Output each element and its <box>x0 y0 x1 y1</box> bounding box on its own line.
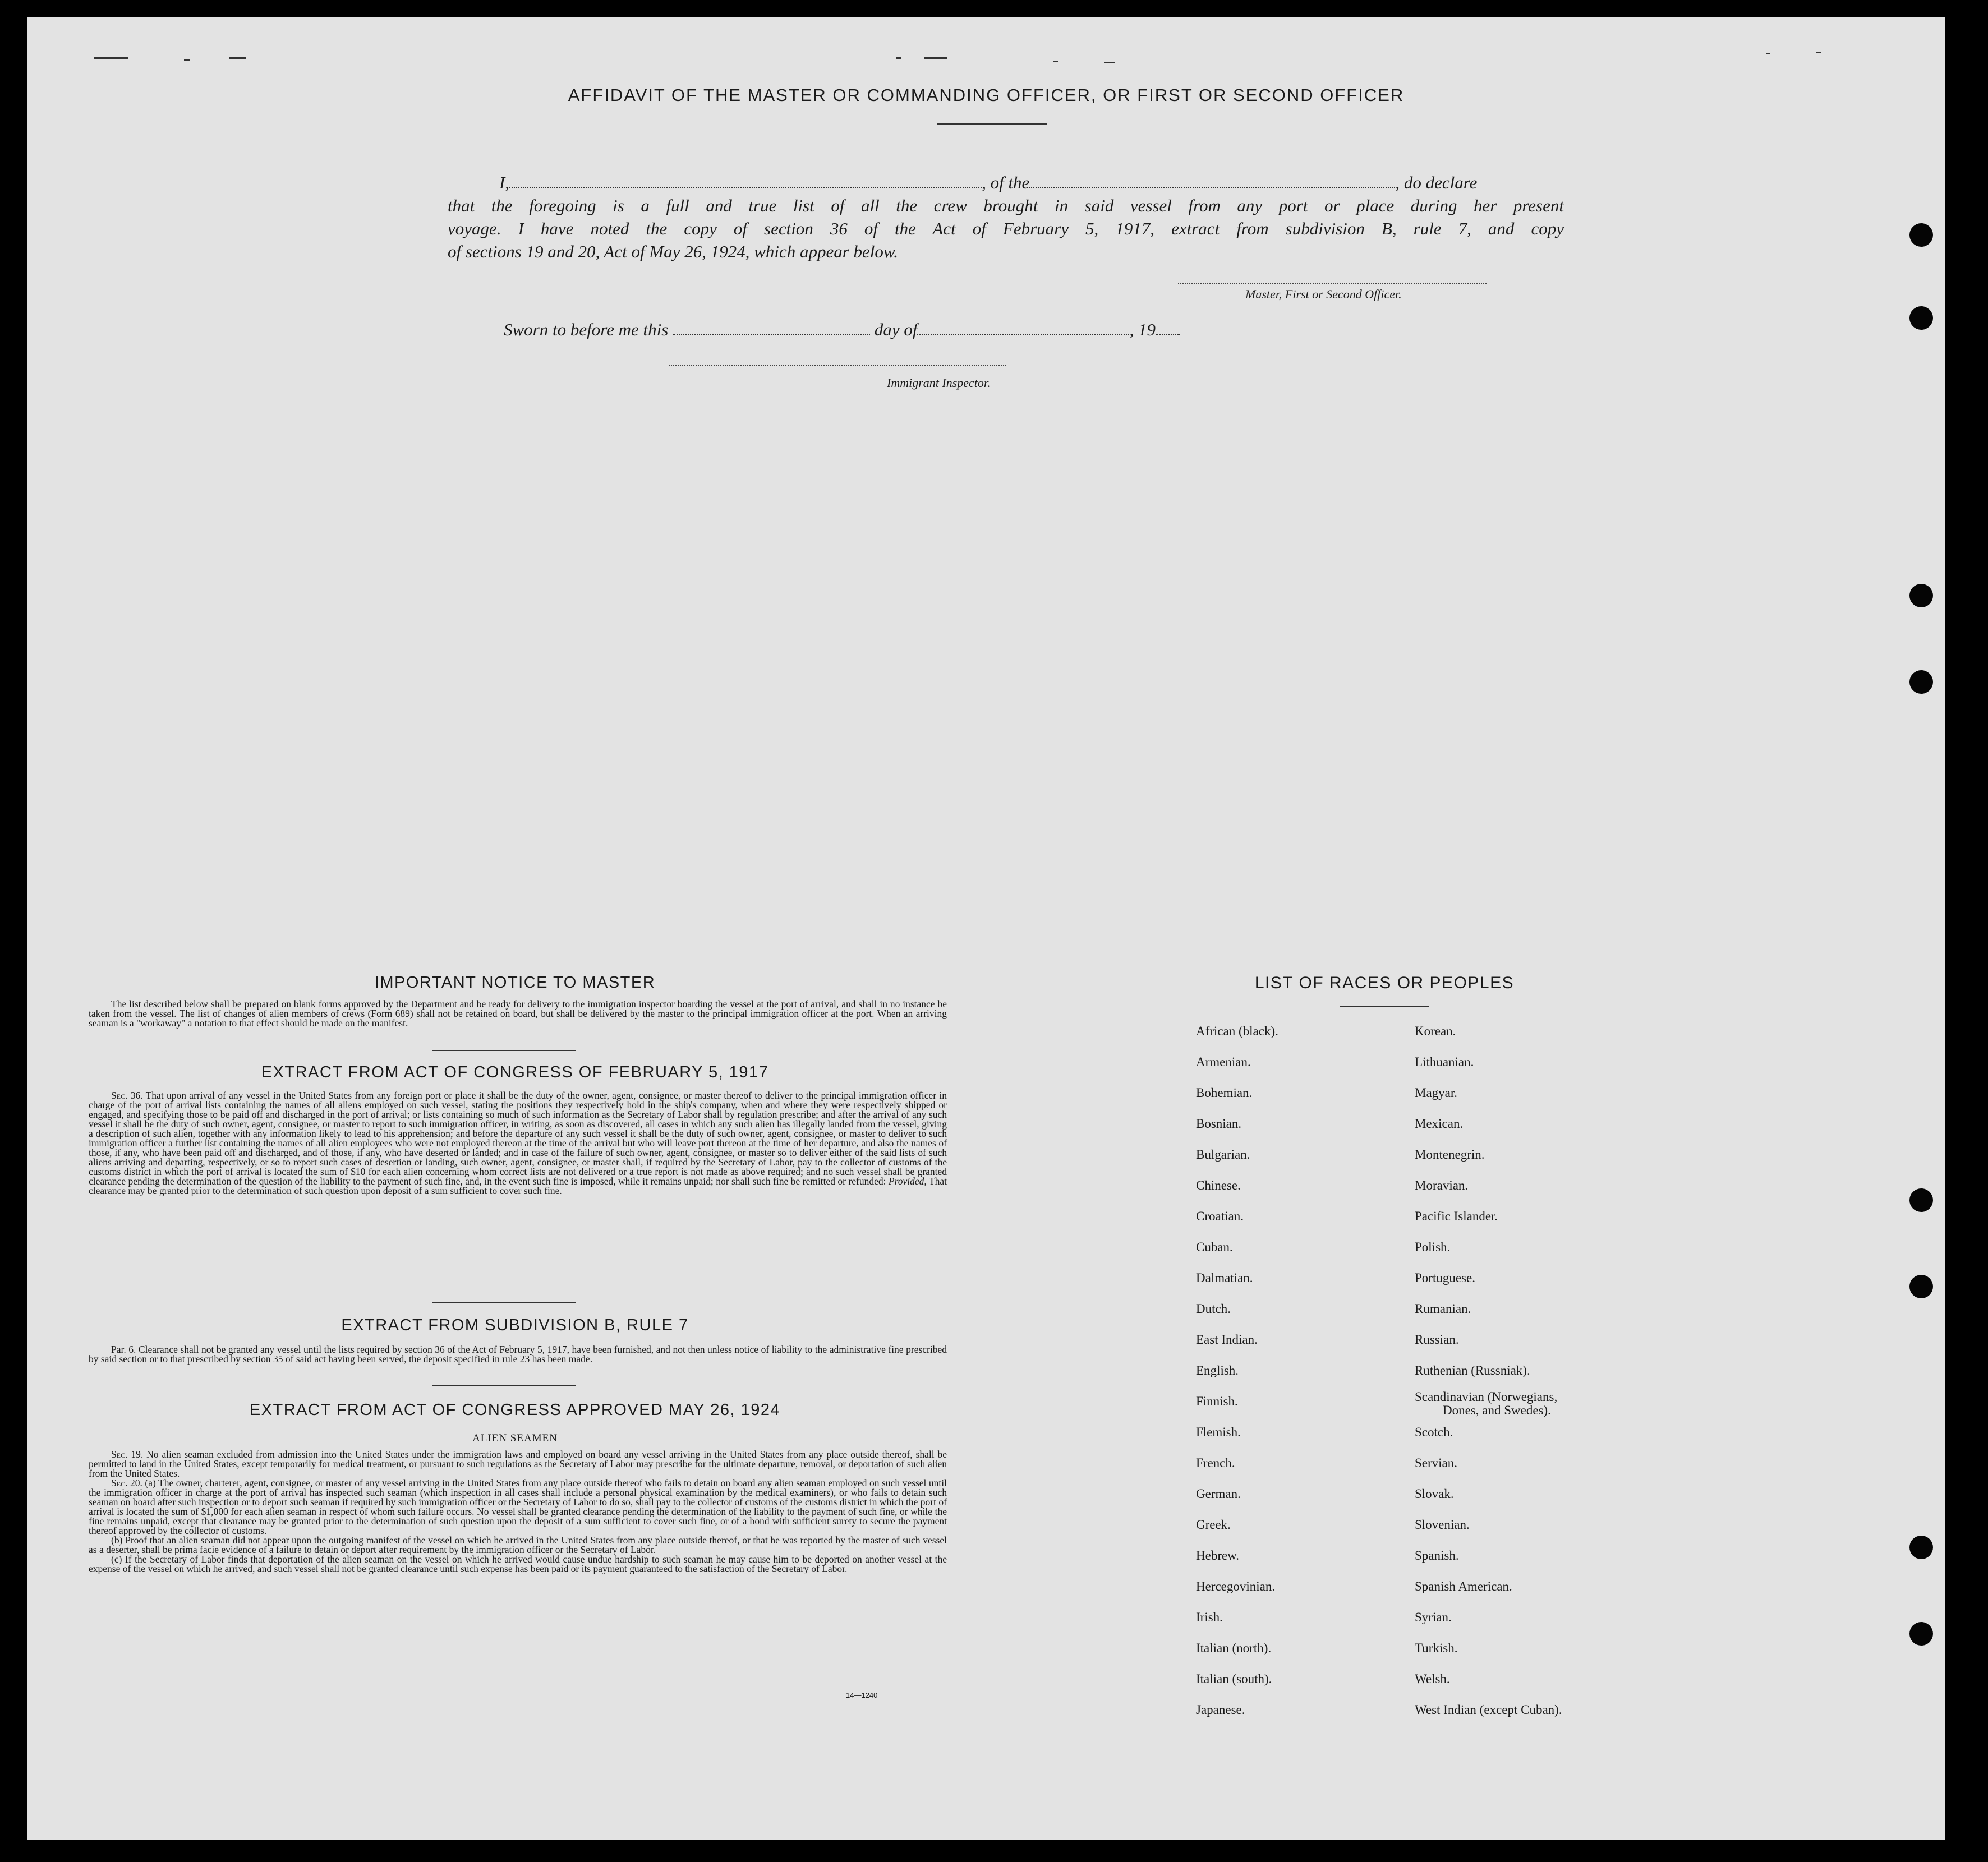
sec-20-label: Sec. 20. <box>111 1477 142 1488</box>
notice-text <box>89 999 947 1028</box>
race-item: Scotch. <box>1415 1425 1453 1439</box>
binder-hole <box>1909 584 1933 607</box>
binder-hole <box>1909 1622 1933 1646</box>
affidavit-of-the: , of the <box>982 173 1030 192</box>
race-item: Dones, and Swedes). <box>1443 1403 1551 1417</box>
sec-20a-text: (a) The owner, charterer, agent, consignee, or master of any vessel arriving in the United States from any place outside thereof who fails to detain on board any alien seaman employed on such vessel until the immigration officer in charge at the port of arrival has inspected such seaman (which inspection in all cases shall include a personal physical examination by the medical examiners), or who fails to detain such seaman on board after such inspection or to deport such seaman if required by such immigration officer or the Secretary of Labor to do so, shall pay to the collector of customs of the customs district in which the port of arrival is located the sum of $1,000 for each alien seaman in respect of whom such failure occurs. No vessel shall be granted clearance pending the determination of the liability to the payment of such fine, or while the fine remains unpaid, except that clearance may be granted prior to the determination of such question upon the deposit of a sum sufficient to cover such fine, or of a bond with sufficient surety to secure the payment thereof approved by the collector of customs. <box>89 1477 947 1536</box>
race-item: Chinese. <box>1196 1178 1241 1192</box>
vessel-blank[interactable] <box>1029 174 1395 188</box>
binder-hole <box>1909 1188 1933 1212</box>
sworn-line <box>504 320 1180 340</box>
binder-hole <box>1909 306 1933 330</box>
race-item: Syrian. <box>1415 1610 1452 1624</box>
affidavit-i: I, <box>499 173 510 192</box>
race-item: Turkish. <box>1415 1641 1458 1655</box>
race-item: Rumanian. <box>1415 1302 1471 1316</box>
race-item: Mexican. <box>1415 1117 1464 1131</box>
sworn-month-blank[interactable] <box>917 321 1129 335</box>
binder-hole <box>1909 1536 1933 1559</box>
race-item: Bulgarian. <box>1196 1147 1250 1162</box>
notice-title: IMPORTANT NOTICE TO MASTER <box>374 974 656 992</box>
scan-speck <box>184 59 190 61</box>
race-item: Montenegrin. <box>1415 1147 1485 1162</box>
document-page <box>27 17 1945 1840</box>
race-item: Bosnian. <box>1196 1117 1242 1131</box>
race-item: Slovak. <box>1415 1487 1454 1501</box>
binder-hole <box>1909 670 1933 694</box>
race-item: Servian. <box>1415 1456 1458 1470</box>
race-item: Greek. <box>1196 1518 1231 1532</box>
sworn-label: Sworn to before me this <box>504 320 669 339</box>
scan-speck <box>924 57 947 59</box>
extract-1924-title: EXTRACT FROM ACT OF CONGRESS APPROVED MAY 26, 1924 <box>249 1401 781 1419</box>
sec-20b-text: (b) Proof that an alien seaman did not appear upon the outgoing manifest of the vessel on which he arrived in the United States from any place outside thereof, or that he was reported by the master of such vessel as a deserter, shall be prima facie evidence of a failure to detain or deport after requirement by the immigration officer or the Secretary of Labor. <box>89 1534 947 1555</box>
binder-hole <box>1909 223 1933 247</box>
inspector-signature-line[interactable] <box>669 365 1006 366</box>
section-divider <box>432 1385 576 1386</box>
sworn-year-blank[interactable] <box>1156 321 1180 335</box>
master-signature-caption: Master, First or Second Officer. <box>1245 287 1402 301</box>
race-item: Slovenian. <box>1415 1518 1470 1532</box>
sec-36-proviso: That clearance may be granted prior to the determination of such question upon deposit of a sum sufficient to cover such fine. <box>89 1176 947 1196</box>
scan-speck <box>1816 52 1821 53</box>
affidavit-line-2: that the foregoing is a full and true list of all the crew brought in said vessel from any port or place during her present <box>448 196 1564 215</box>
affidavit-do-declare: , do declare <box>1395 173 1478 192</box>
inspector-caption: Immigrant Inspector. <box>887 376 991 390</box>
sec-19-text: No alien seaman excluded from admission into the United States under the immigration laws and employed on board any vessel arriving in the United States from any place outside thereof, shall be permitted to land in the United States, except temporarily for medical treatment, or pursuant to such regulations as the Secretary of Labor may prescribe for the ultimate departure, removal, or deportation of such alien from the United States. <box>89 1449 947 1479</box>
race-item: Croatian. <box>1196 1209 1244 1223</box>
race-item: Flemish. <box>1196 1425 1241 1439</box>
races-title-rule <box>1340 1006 1429 1007</box>
race-item: Welsh. <box>1415 1672 1450 1686</box>
affidavit-title: AFFIDAVIT OF THE MASTER OR COMMANDING OFFICER, OR FIRST OR SECOND OFFICER <box>568 85 1405 105</box>
race-item: Lithuanian. <box>1415 1055 1474 1069</box>
rule7-text <box>89 1345 947 1364</box>
form-number: 14—1240 <box>846 1691 878 1699</box>
sworn-day-blank[interactable] <box>673 321 870 335</box>
race-item: German. <box>1196 1487 1241 1501</box>
race-item: Dutch. <box>1196 1302 1231 1316</box>
race-item: Armenian. <box>1196 1055 1251 1069</box>
name-blank[interactable] <box>509 174 982 188</box>
rule7-paragraph: Par. 6. Clearance shall not be granted any vessel until the lists required by section 36 of the Act of February 5, 1917, have been furnished, and not then unless notice of liability to the administrative fine prescribed by said section or to that prescribed by section 35 of said act having been served, the deposit specified in rule 23 has been made. <box>89 1344 947 1365</box>
affidavit-statement <box>448 171 1564 263</box>
day-of-label: day of <box>874 320 918 339</box>
scan-speck <box>94 57 128 59</box>
race-item: Hebrew. <box>1196 1548 1240 1563</box>
race-item: Polish. <box>1415 1240 1451 1254</box>
section-divider <box>432 1050 576 1051</box>
sec-36-label: Sec. 36. <box>111 1090 143 1101</box>
sec-20c-text: (c) If the Secretary of Labor finds that deportation of the alien seaman on the vessel on which he arrived would cause undue hardship to such seaman he may cause him to be deported on another vessel at the expense of the vessel on which he arrived, and such vessel shall not be granted clearance until such expense has been paid or its payment guaranteed to the satisfaction of the Secretary of Labor. <box>89 1554 947 1574</box>
race-item: Portuguese. <box>1415 1271 1475 1285</box>
race-item: West Indian (except Cuban). <box>1415 1703 1562 1717</box>
race-item: Magyar. <box>1415 1086 1458 1100</box>
scan-speck <box>1104 62 1115 63</box>
race-item: Spanish. <box>1415 1548 1459 1563</box>
race-item: Cuban. <box>1196 1240 1233 1254</box>
race-item: East Indian. <box>1196 1333 1258 1347</box>
extract-1917-title: EXTRACT FROM ACT OF CONGRESS OF FEBRUARY 5, 1917 <box>261 1063 769 1081</box>
master-signature-line[interactable] <box>1178 283 1487 284</box>
race-item: Italian (south). <box>1196 1672 1272 1686</box>
affidavit-line-3: voyage. I have noted the copy of section 36 of the Act of February 5, 1917, extract from subdivision B, rule 7, and copy <box>448 219 1564 238</box>
year-label: , 19 <box>1129 320 1156 339</box>
races-title: LIST OF RACES OR PEOPLES <box>1254 974 1515 992</box>
rule7-title: EXTRACT FROM SUBDIVISION B, RULE 7 <box>341 1316 689 1334</box>
affidavit-line-4: of sections 19 and 20, Act of May 26, 1924, which appear below. <box>448 242 899 261</box>
extract-1917-text <box>89 1091 947 1196</box>
scan-speck <box>1766 53 1770 54</box>
notice-paragraph: The list described below shall be prepared on blank forms approved by the Department and be ready for delivery to the immigration inspector boarding the vessel at the port of arrival, and shall in no instance be taken from the vessel. The list of changes of alien members of crews (Form 689) shall not be retained on board, but shall be delivered by the master to the principal immigration officer at the port. When an arriving seaman is a "workaway" a notation to that effect should be made on the manifest. <box>89 998 947 1029</box>
race-item: African (black). <box>1196 1024 1278 1038</box>
provided-word: Provided, <box>888 1176 927 1187</box>
race-item: Ruthenian (Russniak). <box>1415 1363 1530 1377</box>
sec-36-text: That upon arrival of any vessel in the United States from any foreign port or place it shall be the duty of the owner, agent, consignee, or master thereof to deliver to the principal immigration officer in charge of the port of arrival lists containing the names of all aliens employed on such vessel, stating the positions they respectively hold in the ship's company, when and where they were respectively shipped or engaged, and specifying those to be paid off and discharged in the port of arrival; or lists containing so much of such information as the Secretary of Labor shall by regulation prescribe; and after the arrival of any such vessel it shall be the duty of such owner, agent, consignee, or master to report to such immigration officer, in writing, as soon as discovered, all cases in which any such alien has illegally landed from the vessel, giving a description of such alien, together with any information likely to lead to his apprehension; and before the departure of any such vessel it shall be the duty of such owner, agent, consignee, or master to deliver to such immigration officer a further list containing the names of all alien employees who were not employed thereon at the time of the arrival but who will leave port thereon at the time of her departure, and also the names of those, if any, who have been paid off and discharged, and of those, if any, who have deserted or landed; and in case of the failure of such owner, agent, consignee, or master so to deliver either of the said lists of such aliens arriving and departing, respectively, or so to report such cases of desertion or landing, such owner, agent, consignee, or master shall, if required by the Secretary of Labor, pay to the collector of customs of the customs district in which the port of arrival is located the sum of $10 for each alien concerning whom correct lists are not delivered or a true report is not made as above required; and no such vessel shall be granted clearance pending the determination of the question of the liability to the payment of such fine, and, in the event such fine is imposed, while it remains unpaid; nor shall such fine be remitted or refunded: <box>89 1090 947 1187</box>
sec-19-label: Sec. 19. <box>111 1449 144 1460</box>
race-item: Irish. <box>1196 1610 1223 1624</box>
race-item: Korean. <box>1415 1024 1456 1038</box>
affidavit-line-1 <box>448 171 1564 194</box>
binder-hole <box>1909 1275 1933 1298</box>
race-item: Italian (north). <box>1196 1641 1272 1655</box>
race-item: Bohemian. <box>1196 1086 1253 1100</box>
scan-speck <box>896 57 901 59</box>
race-item: Hercegovinian. <box>1196 1579 1276 1593</box>
scan-speck <box>1053 61 1058 62</box>
race-item: Moravian. <box>1415 1178 1469 1192</box>
race-item: Spanish American. <box>1415 1579 1512 1593</box>
race-item: Dalmatian. <box>1196 1271 1253 1285</box>
race-item: Russian. <box>1415 1333 1459 1347</box>
race-item: Finnish. <box>1196 1394 1238 1408</box>
race-item: French. <box>1196 1456 1235 1470</box>
section-divider <box>432 1302 576 1303</box>
title-rule <box>937 123 1047 125</box>
race-item: Japanese. <box>1196 1703 1245 1717</box>
extract-1924-text <box>89 1450 947 1574</box>
scan-speck <box>229 57 246 59</box>
race-item: Pacific Islander. <box>1415 1209 1498 1223</box>
race-item: Scandinavian (Norwegians, <box>1415 1390 1558 1404</box>
race-item: English. <box>1196 1363 1239 1377</box>
alien-seamen-subtitle: ALIEN SEAMEN <box>472 1432 558 1444</box>
